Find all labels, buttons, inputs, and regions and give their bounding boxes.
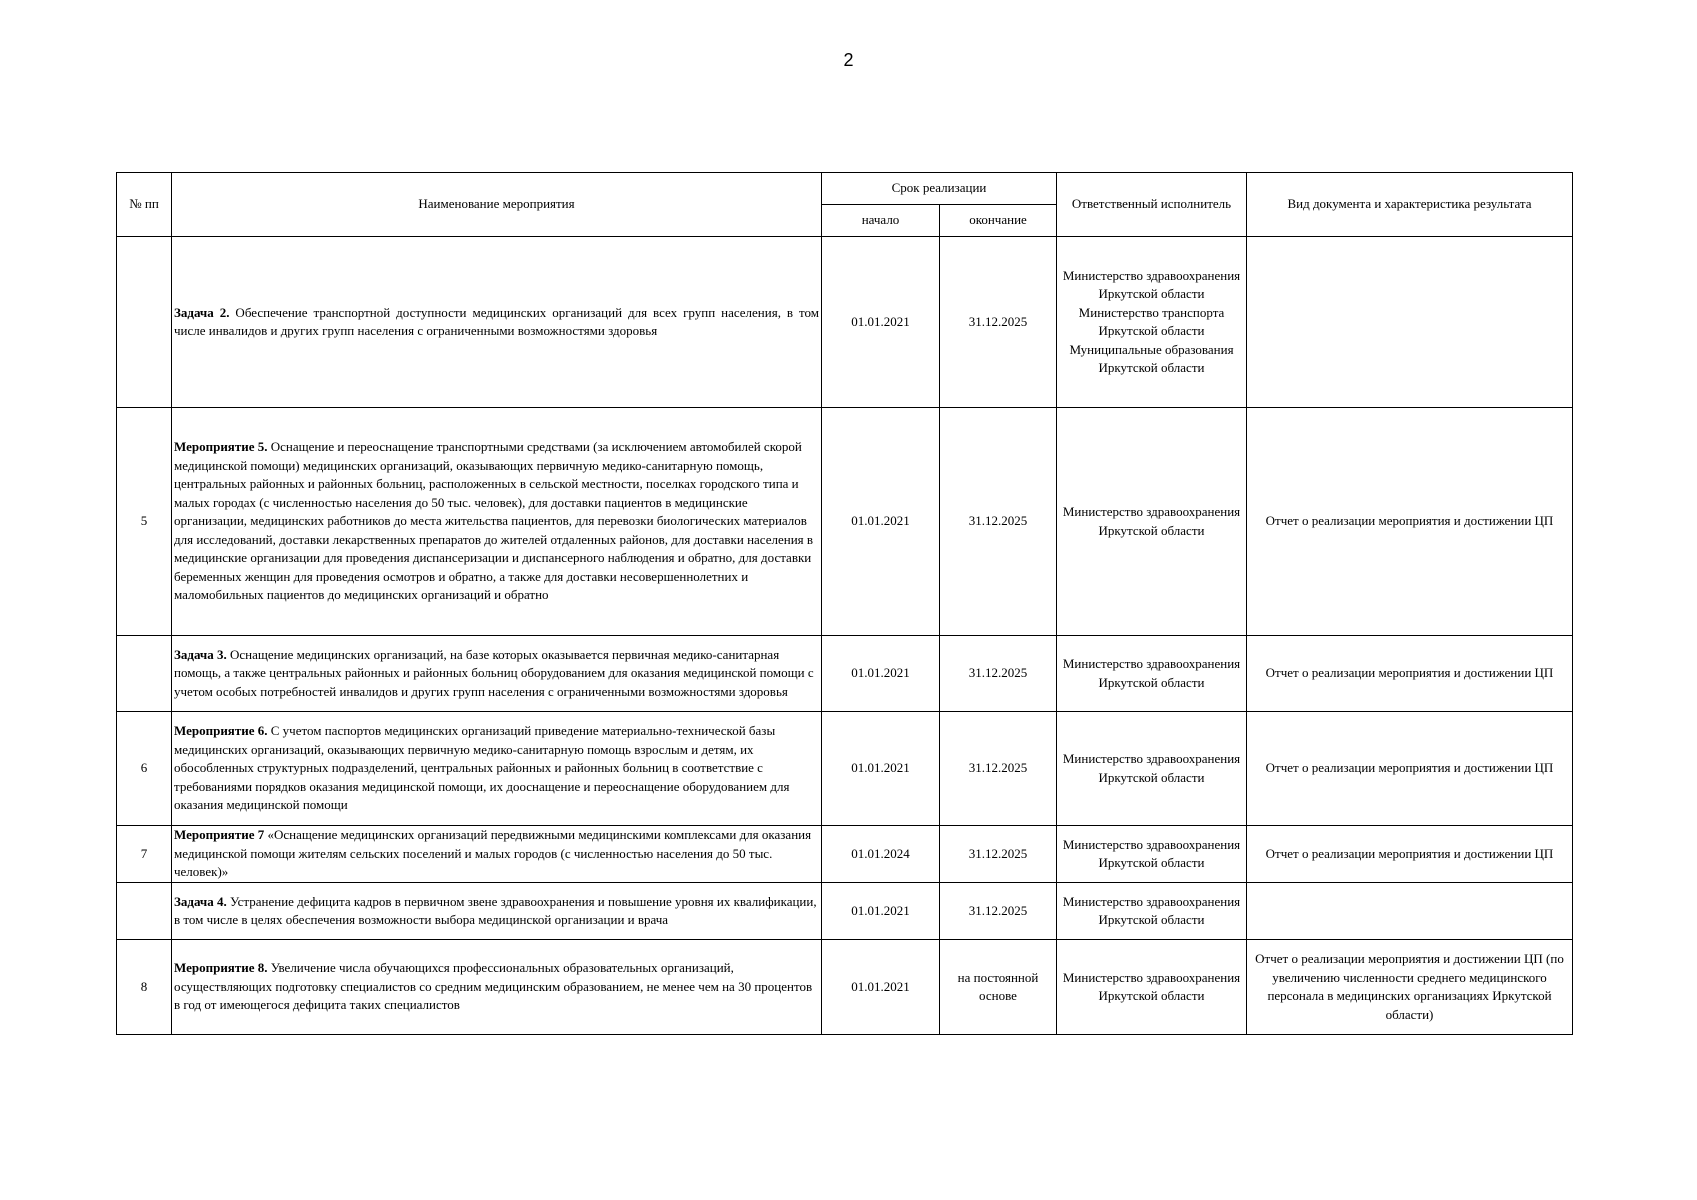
row-end: 31.12.2025 bbox=[940, 636, 1057, 712]
row-name-bold: Задача 4. bbox=[174, 893, 227, 909]
row-end: 31.12.2025 bbox=[940, 712, 1057, 826]
row-name-bold: Мероприятие 6. bbox=[174, 723, 268, 739]
header-end: окончание bbox=[940, 205, 1057, 237]
row-num bbox=[117, 636, 172, 712]
row-result: Отчет о реализации мероприятия и достижении ЦП bbox=[1247, 712, 1573, 826]
row-name bbox=[172, 940, 822, 1035]
row-end: на постоянной основе bbox=[940, 940, 1057, 1035]
table-row bbox=[117, 408, 1573, 636]
row-name-text: Устранение дефицита кадров в первичном звене здравоохранения и повышение уровня их квалификации, в том числе в целях обеспечения возможности выбора медицинской организации и врача bbox=[174, 893, 817, 927]
row-num: 7 bbox=[117, 826, 172, 883]
row-end: 31.12.2025 bbox=[940, 408, 1057, 636]
row-num: 8 bbox=[117, 940, 172, 1035]
row-name-text: Увеличение числа обучающихся профессиональных образовательных организаций, осуществляющих подготовку специалистов со средним медицинским образованием, не менее чем на 30 процентов в год от имеющегося дефицита таких специалистов bbox=[174, 960, 813, 1013]
table-row bbox=[117, 940, 1573, 1035]
row-name-text: Обеспечение транспортной доступности медицинских организаций для всех групп населения, в том числе инвалидов и других групп населения с ограниченными возможностями здоровья bbox=[174, 304, 819, 338]
table-row bbox=[117, 883, 1573, 940]
row-start: 01.01.2021 bbox=[822, 940, 940, 1035]
row-result: Отчет о реализации мероприятия и достижении ЦП bbox=[1247, 826, 1573, 883]
table-row bbox=[117, 636, 1573, 712]
header-executor: Ответственный исполнитель bbox=[1057, 173, 1247, 237]
header-result: Вид документа и характеристика результата bbox=[1247, 173, 1573, 237]
row-result: Отчет о реализации мероприятия и достижении ЦП bbox=[1247, 408, 1573, 636]
row-name bbox=[172, 826, 822, 883]
header-name: Наименование мероприятия bbox=[172, 173, 822, 237]
row-name-text: Оснащение и переоснащение транспортными средствами (за исключением автомобилей скорой медицинской помощи) медицинских организаций, оказывающих первичную медико-санитарную помощь, центральных районных и районных больниц, расположенных в сельской местности, поселках городского типа и малых городах (с численностью населения до 50 тыс. человек), для доставки пациентов в медицинские организации, медицинских работников до места жительства пациентов, для перевозки биологических материалов для исследований, доставки лекарственных препаратов до жителей отдаленных районов, для доставки населения в медицинские организации для проведения диспансеризации и диспансерного наблюдения и обратно, для доставки беременных женщин для проведения осмотров и обратно, а также для доставки несовершеннолетних и маломобильных пациентов до медицинских организаций и обратно bbox=[174, 439, 814, 603]
row-start: 01.01.2021 bbox=[822, 712, 940, 826]
row-num: 6 bbox=[117, 712, 172, 826]
row-start: 01.01.2021 bbox=[822, 408, 940, 636]
row-num bbox=[117, 237, 172, 408]
row-name bbox=[172, 712, 822, 826]
row-name-bold: Задача 2. bbox=[174, 304, 230, 320]
row-num: 5 bbox=[117, 408, 172, 636]
row-name bbox=[172, 237, 822, 408]
row-result bbox=[1247, 883, 1573, 940]
table-row bbox=[117, 712, 1573, 826]
activities-table bbox=[116, 172, 1573, 1035]
row-name bbox=[172, 636, 822, 712]
row-end: 31.12.2025 bbox=[940, 826, 1057, 883]
header-num: № пп bbox=[117, 173, 172, 237]
row-result: Отчет о реализации мероприятия и достижении ЦП bbox=[1247, 636, 1573, 712]
row-num bbox=[117, 883, 172, 940]
row-executor: Министерство здравоохранения Иркутской области bbox=[1057, 408, 1247, 636]
table-row bbox=[117, 237, 1573, 408]
row-end: 31.12.2025 bbox=[940, 883, 1057, 940]
row-executor: Министерство здравоохранения Иркутской области bbox=[1057, 712, 1247, 826]
row-name-text: Оснащение медицинских организаций, на базе которых оказывается первичная медико-санитарная помощь, а также центральных районных и районных больниц оборудованием для оказания медицинской помощи с учетом особых потребностей инвалидов и других групп населения с ограниченными возможностями здоровья bbox=[174, 646, 814, 699]
row-name-text: «Оснащение медицинских организаций передвижными медицинскими комплексами для оказания медицинской помощи жителям сельских поселений и малых городов (с численностью населения до 50 тыс. человек)» bbox=[174, 827, 812, 880]
row-executor: Министерство здравоохранения Иркутской области bbox=[1057, 826, 1247, 883]
row-start: 01.01.2021 bbox=[822, 237, 940, 408]
row-name bbox=[172, 408, 822, 636]
row-name-bold: Задача 3. bbox=[174, 646, 227, 662]
row-name-bold: Мероприятие 7 bbox=[174, 827, 265, 843]
row-executor: Министерство здравоохранения Иркутской области bbox=[1057, 883, 1247, 940]
header-start: начало bbox=[822, 205, 940, 237]
row-executor: Министерство здравоохранения Иркутской области bbox=[1057, 940, 1247, 1035]
row-start: 01.01.2024 bbox=[822, 826, 940, 883]
page-number: 2 bbox=[843, 50, 854, 70]
header-period: Срок реализации bbox=[822, 173, 1057, 205]
row-end: 31.12.2025 bbox=[940, 237, 1057, 408]
table-row bbox=[117, 826, 1573, 883]
row-name-bold: Мероприятие 5. bbox=[174, 439, 268, 455]
row-executor: Министерство здравоохранения Иркутской области Министерство транспорта Иркутской области Муниципальные образования Иркутской области bbox=[1057, 237, 1247, 408]
row-name-text: С учетом паспортов медицинских организаций приведение материально-технической базы медицинских организаций, оказывающих первичную медико-санитарную помощь взрослым и детям, их обособленных структурных подразделений, центральных районных и районных больниц в соответствие с требованиями порядков оказания медицинской помощи, их дооснащение и переоснащение оборудованием для оказания медицинской помощи bbox=[174, 723, 790, 813]
row-result bbox=[1247, 237, 1573, 408]
row-name-bold: Мероприятие 8. bbox=[174, 960, 268, 976]
row-executor: Министерство здравоохранения Иркутской области bbox=[1057, 636, 1247, 712]
row-name bbox=[172, 883, 822, 940]
row-start: 01.01.2021 bbox=[822, 883, 940, 940]
row-result: Отчет о реализации мероприятия и достижении ЦП (по увеличению численности среднего медицинского персонала в медицинских организациях Иркутской области) bbox=[1247, 940, 1573, 1035]
row-start: 01.01.2021 bbox=[822, 636, 940, 712]
